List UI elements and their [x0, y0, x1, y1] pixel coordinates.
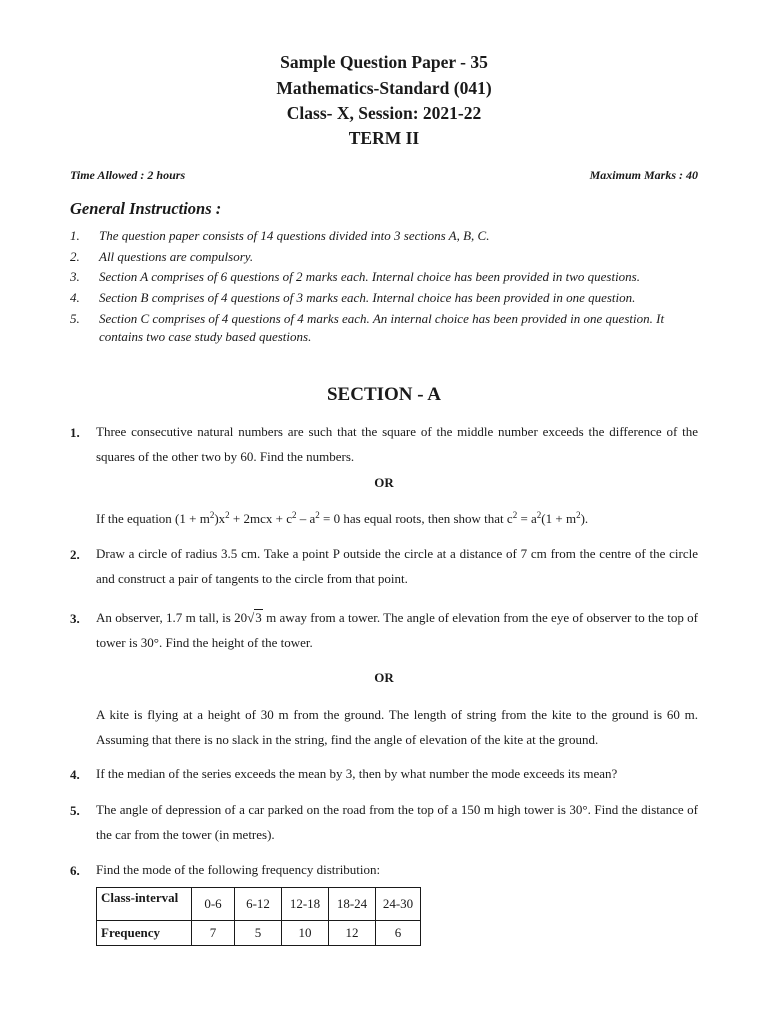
equation-part: = a: [517, 511, 537, 526]
table-cell: 10: [282, 921, 329, 946]
instruction-item: [70, 310, 698, 346]
question-text: If the median of the series exceeds the mean by 3, then by what number the mode exceeds its mean?: [96, 766, 618, 781]
table-cell: 18-24: [329, 888, 376, 921]
question-alternative: If the equation $(1 + m^2)x^2 + 2mcx + c^2 - a^2 = 0$ has equal roots, then show that $c^2 = a^2(1 + m^2)$.: [96, 510, 589, 526]
time-allowed: Time Allowed : 2 hours: [70, 168, 186, 182]
table-cell: 0-6: [192, 888, 235, 921]
question-text: Draw a circle of radius 3.5 cm. Take a point P outside the circle at a distance of 7 cm from the centre of the circle and construct a pair of tangents to the circle from that point.: [96, 546, 698, 586]
instruction-number: 3.: [70, 269, 80, 284]
table-cell: 6-12: [235, 888, 282, 921]
table-cell: 6: [376, 921, 421, 946]
table-row: [97, 888, 421, 921]
or-label: OR: [374, 475, 394, 490]
instruction-number: 1.: [70, 228, 80, 243]
or-label: OR: [374, 670, 394, 685]
term-label: TERM II: [348, 128, 420, 148]
question-number: 6.: [70, 863, 80, 878]
equation-part: ).: [580, 511, 589, 526]
instruction-text: Section A comprises of 6 questions of 2 marks each. Internal choice has been provided in two questions.: [99, 269, 640, 284]
instruction-number: 4.: [70, 290, 80, 305]
instruction-item: [70, 227, 698, 245]
paper-title: Sample Question Paper - 35: [280, 52, 488, 72]
instruction-number: 5.: [70, 311, 80, 326]
instruction-item: [70, 268, 698, 286]
table-row: [97, 921, 421, 946]
row-header: Frequency: [97, 921, 192, 946]
maximum-marks: Maximum Marks : 40: [589, 168, 698, 182]
instruction-item: [70, 248, 698, 266]
question-text: The angle of depression of a car parked on the road from the top of a 150 m high tower is 30°. Find the distance of the car from the tower (in metres).: [96, 802, 698, 842]
instruction-text: Section B comprises of 4 questions of 3 marks each. Internal choice has been provided in one question.: [99, 290, 636, 305]
question-number: 4.: [70, 767, 80, 782]
question-text: [96, 605, 698, 655]
equation-part: If the equation (1 + m: [96, 511, 210, 526]
equation-part: )x: [214, 511, 226, 526]
row-header: Class-interval: [97, 888, 192, 921]
question-text-part: m away from a tower. The angle of elevation from the eye of observer to the top of tower is 30°. Find the height of the tower.: [96, 610, 698, 650]
question-text: Three consecutive natural numbers are such that the square of the middle number exceeds the difference of the squares of the other two by 60. Find the numbers.: [96, 424, 698, 464]
table-cell: 7: [192, 921, 235, 946]
table-cell: 12: [329, 921, 376, 946]
equation-part: + 2mcx + c: [229, 511, 292, 526]
question-text: Find the mode of the following frequency distribution:: [96, 862, 381, 877]
question-number: 3.: [70, 611, 80, 626]
question-text-part: An observer, 1.7 m tall, is 20: [96, 610, 248, 625]
instruction-text: Section C comprises of 4 questions of 4 marks each. An internal choice has been provided in one question. It contains two case study based questions.: [99, 311, 665, 344]
equation-part: – a: [296, 511, 316, 526]
table-cell: 5: [235, 921, 282, 946]
question-number: 1.: [70, 425, 80, 440]
instruction-text: All questions are compulsory.: [99, 249, 254, 264]
table-cell: 24-30: [376, 888, 421, 921]
square-root-symbol: √3: [247, 610, 262, 625]
instruction-item: [70, 289, 698, 307]
question-alternative: A kite is flying at a height of 30 m from the ground. The length of string from the kite to the ground is 60 m. Assuming that there is no slack in the string, find the angle of elevation of the kite at the ground.: [96, 707, 698, 747]
question-number: 2.: [70, 547, 80, 562]
equation-part: = 0 has equal roots, then show that c: [319, 511, 513, 526]
subject-title: Mathematics-Standard (041): [276, 78, 492, 98]
section-title: SECTION - A: [326, 384, 442, 405]
general-instructions-title: General Instructions :: [70, 199, 222, 218]
radicand: 3: [255, 610, 262, 625]
class-session: Class- X, Session: 2021-22: [286, 103, 482, 123]
instruction-number: 2.: [70, 249, 80, 264]
frequency-table: [96, 887, 421, 946]
question-number: 5.: [70, 803, 80, 818]
equation-part: (1 + m: [541, 511, 577, 526]
table-cell: 12-18: [282, 888, 329, 921]
instruction-text: The question paper consists of 14 questions divided into 3 sections A, B, C.: [99, 228, 490, 243]
